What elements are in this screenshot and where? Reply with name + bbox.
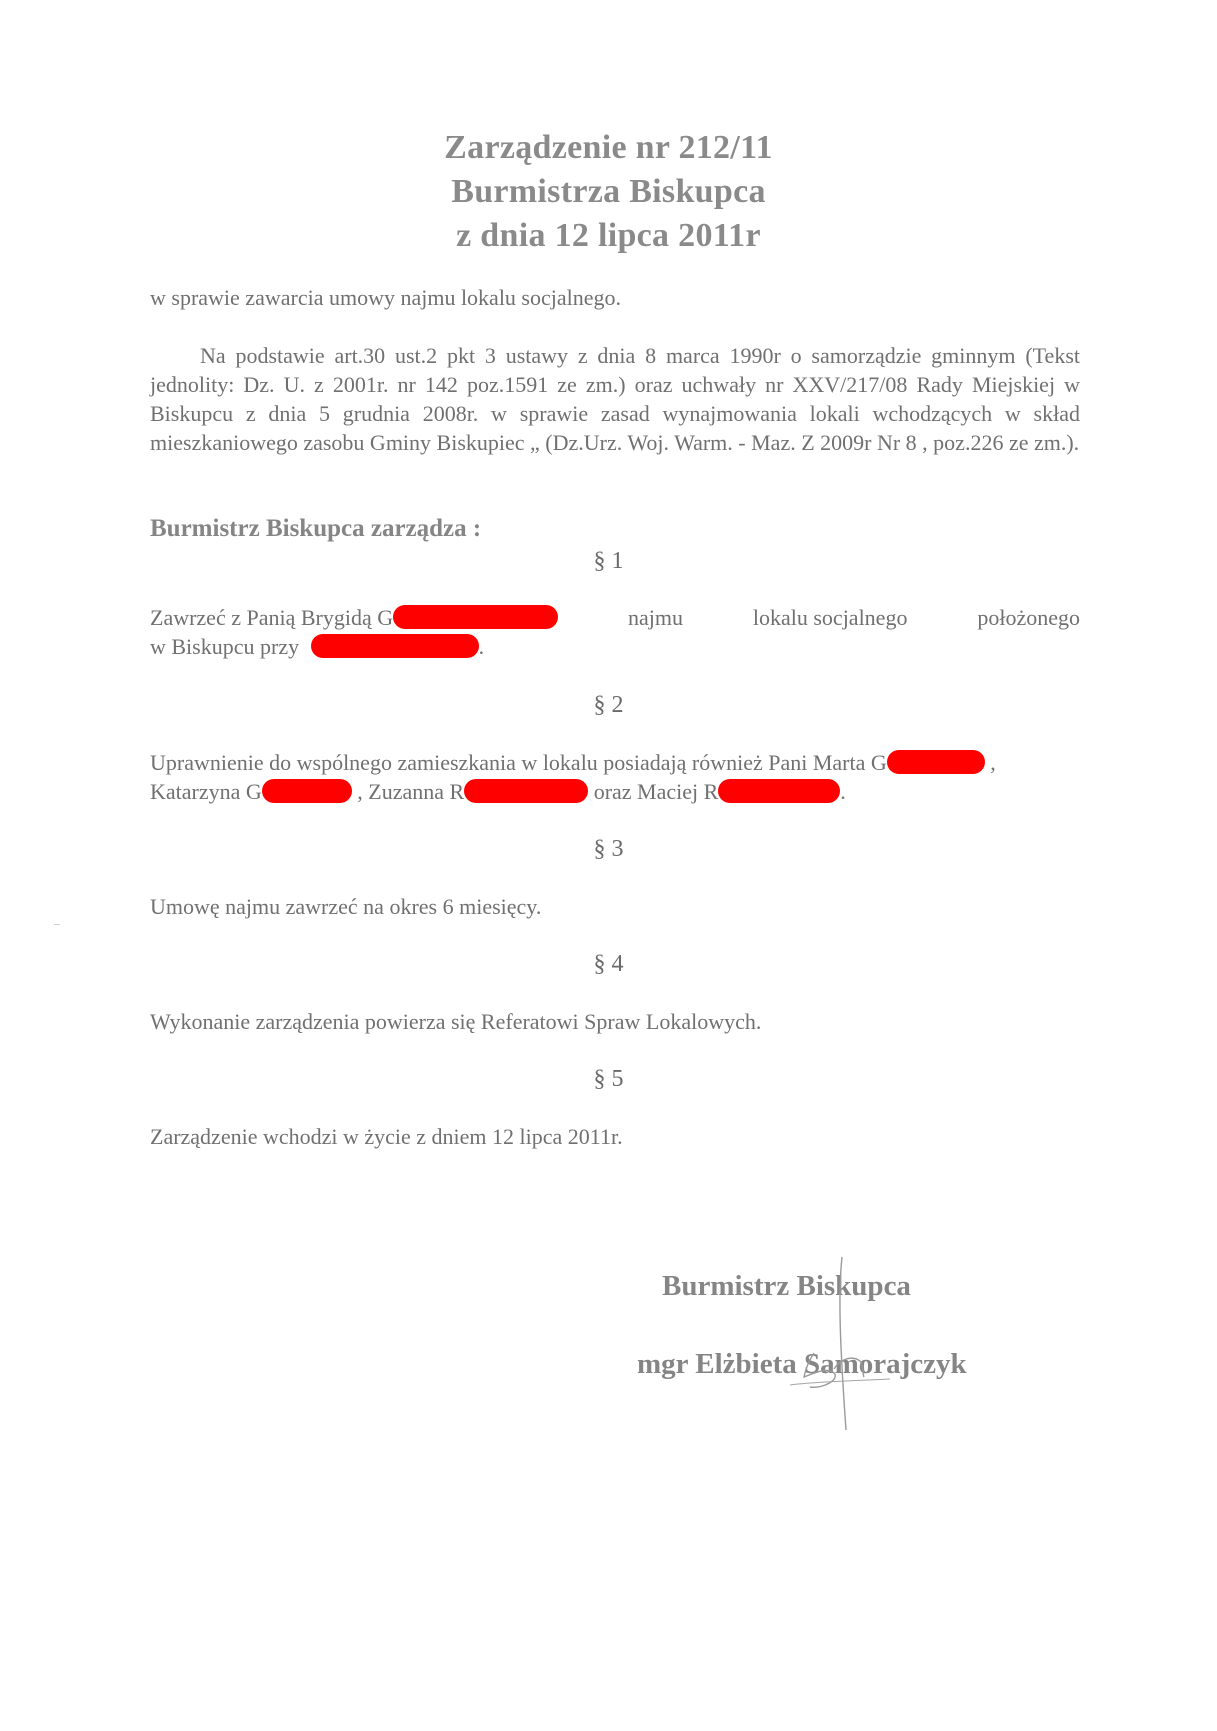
redaction-mark (311, 634, 479, 658)
section-2-text-a: Uprawnienie do wspólnego zamieszkania w lokalu posiadają również Pani Marta G (150, 750, 887, 775)
redaction-mark (262, 779, 352, 803)
section-1-text-a: Zawrzeć z Panią Brygidą G (150, 605, 394, 630)
redaction-mark (464, 779, 588, 803)
section-1-text (150, 603, 1080, 661)
section-1-line-2 (150, 632, 1080, 661)
section-1-line-1 (150, 603, 1080, 632)
subject-line: w sprawie zawarcia umowy najmu lokalu socjalnego. (150, 285, 622, 310)
section-3-label: § 3 (593, 836, 624, 862)
section-2-text-e: oraz Maciej R (593, 779, 719, 804)
title-line-1: Zarządzenie nr 212/11 (444, 129, 773, 166)
signatory-office: Burmistrz Biskupca (662, 1270, 911, 1302)
section-1-text-f: . (478, 634, 485, 659)
handwritten-signature (780, 1255, 900, 1435)
title-line-2: Burmistrza Biskupca (451, 173, 766, 210)
section-1-text-d: położonego (977, 605, 1080, 630)
section-3-text: Umowę najmu zawrzeć na okres 6 miesięcy. (150, 894, 542, 919)
signatory-name: mgr Elżbieta Samorajczyk (637, 1348, 967, 1380)
section-4-label: § 4 (593, 951, 624, 977)
decree-heading: Burmistrz Biskupca zarządza : (150, 515, 482, 542)
section-2-line-1 (150, 748, 1080, 777)
section-4-text: Wykonanie zarządzenia powierza się Referatowi Spraw Lokalowych. (150, 1009, 762, 1034)
title-line-3: z dnia 12 lipca 2011r (456, 217, 761, 254)
redaction-mark (887, 750, 985, 774)
redaction-mark (718, 779, 840, 803)
section-2-label: § 2 (593, 692, 624, 718)
section-2-text-d: , Zuzanna R (357, 779, 465, 804)
section-1-line-1-start (150, 603, 558, 632)
margin-mark (54, 924, 60, 925)
redaction-mark (393, 605, 558, 629)
section-1-text-c: lokalu socjalnego (752, 605, 908, 630)
legal-basis-paragraph: Na podstawie art.30 ust.2 pkt 3 ustawy z dnia 8 marca 1990r o samorządzie gminnym (Tekst jednolity: Dz. U. z 2001r. nr 142 poz.1591 ze zm.) oraz uchwały nr XXV/217/08 Rady Miejskiej w Biskupcu z dnia 5 grudnia 2008r. w sprawie zasad wynajmowania lokali wchodzących w skład mieszkaniowego zasobu Gminy Biskupiec „ (Dz.Urz. Woj. Warm. - Maz. Z 2009r Nr 8 , poz.226 ze zm.). (150, 343, 1080, 455)
section-2-text-f: . (840, 779, 846, 804)
section-1-text-b: najmu (628, 605, 683, 630)
section-5-label: § 5 (593, 1066, 624, 1092)
section-2-text (150, 748, 1080, 806)
section-1-text-e: w Biskupcu przy (150, 634, 300, 659)
document-title (0, 126, 1217, 258)
section-5-text: Zarządzenie wchodzi w życie z dniem 12 lipca 2011r. (150, 1124, 623, 1149)
section-2-text-c: Katarzyna G (150, 779, 262, 804)
section-2-text-b: , (990, 750, 996, 775)
section-2-line-2 (150, 777, 1080, 806)
section-1-label: § 1 (593, 548, 624, 574)
